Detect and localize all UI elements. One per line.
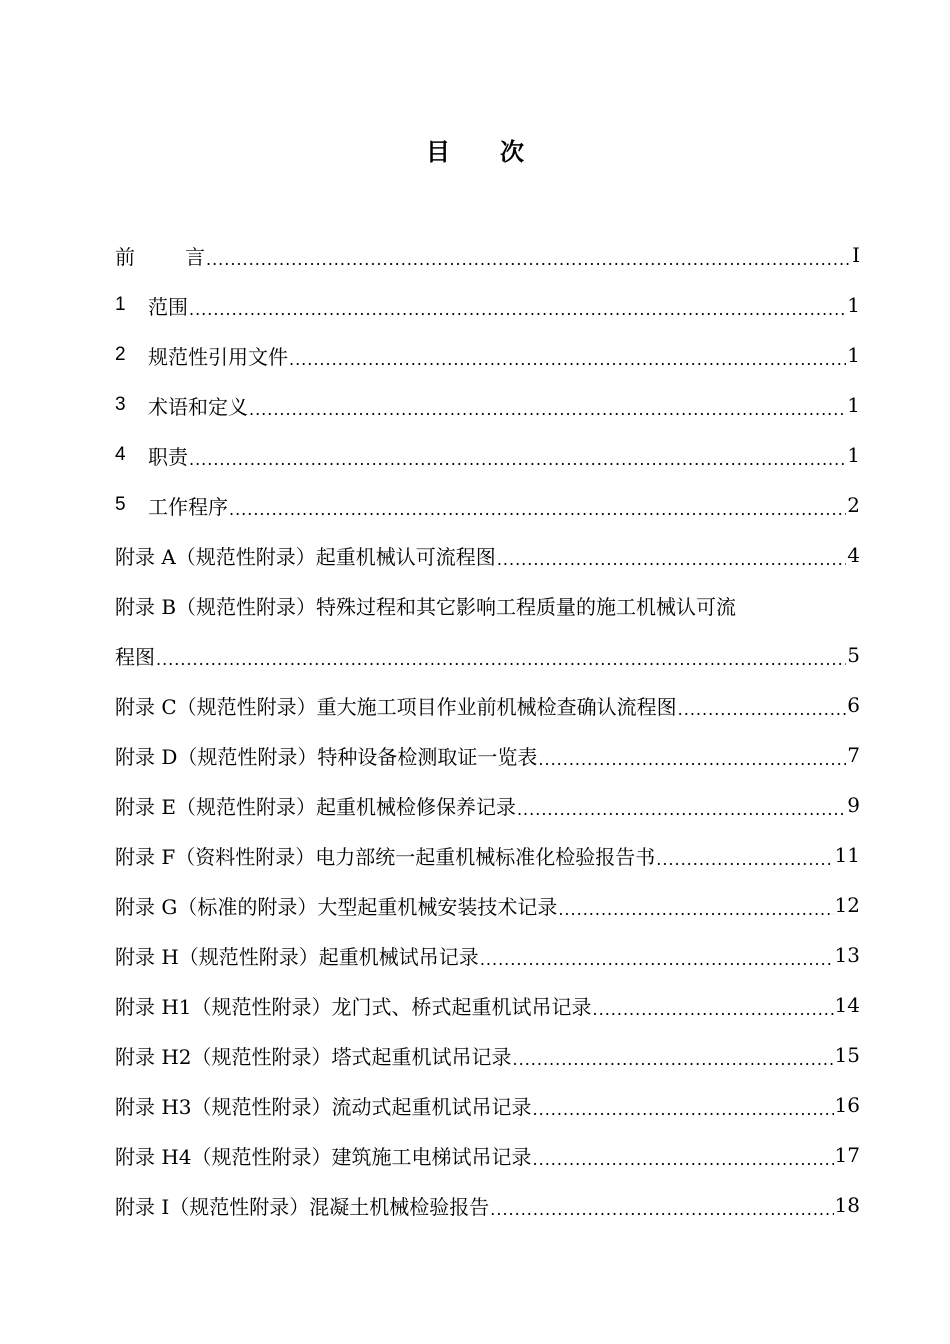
toc-entry-label: 范围: [148, 294, 188, 319]
toc-entry-appendix-b-continued[interactable]: [115, 630, 860, 680]
toc-entry-appendix-g[interactable]: [115, 880, 860, 930]
toc-entry-page: 2: [847, 493, 860, 517]
toc-entry-label: 附录 F（资料性附录）电力部统一起重机械标准化检验报告书: [115, 844, 656, 869]
toc-entry-number: 5: [115, 494, 126, 515]
toc-entry-label: 附录 E（规范性附录）起重机械检修保养记录: [115, 794, 516, 819]
toc-entry-label: 附录 G（标准的附录）大型起重机械安装技术记录: [115, 894, 558, 919]
toc-entry-page: 4: [847, 543, 860, 567]
toc-entry-appendix-d[interactable]: [115, 730, 860, 780]
toc-title-left: 目: [426, 138, 450, 166]
toc-leader-dots: [289, 350, 846, 369]
toc-entry-appendix-h3[interactable]: [115, 1080, 860, 1130]
toc-entry-label: 术语和定义: [148, 394, 248, 419]
toc-leader-dots: [189, 300, 846, 319]
toc-leader-dots: [558, 900, 833, 919]
toc-entry-page: 5: [847, 643, 860, 667]
toc-entry-normative-references[interactable]: [115, 330, 860, 380]
toc-entry-page: 15: [834, 1043, 860, 1067]
toc-leader-dots: [593, 1000, 834, 1019]
toc-entry-appendix-h4[interactable]: [115, 1130, 860, 1180]
toc-leader-dots: [656, 850, 833, 869]
toc-leader-dots: [533, 1100, 834, 1119]
toc-entry-number: 4: [115, 444, 126, 465]
toc-leader-dots: [156, 650, 846, 669]
toc-entry-appendix-e[interactable]: [115, 780, 860, 830]
toc-entry-appendix-b[interactable]: [115, 580, 860, 630]
toc-leader-dots: [229, 500, 846, 519]
toc-entry-label: 职责: [148, 444, 188, 469]
toc-leader-dots: [678, 700, 847, 719]
toc-entry-appendix-h[interactable]: [115, 930, 860, 980]
toc-entry-page: 1: [847, 443, 860, 467]
toc-entry-page: 9: [847, 793, 860, 817]
toc-entry-page: 18: [834, 1193, 860, 1217]
toc-entry-appendix-c[interactable]: [115, 680, 860, 730]
toc-entry-number: 2: [115, 344, 126, 365]
toc-leader-dots: [490, 1200, 833, 1219]
toc-entry-page: 1: [847, 293, 860, 317]
toc-entry-label: 附录 H2（规范性附录）塔式起重机试吊记录: [115, 1044, 512, 1069]
toc-entry-terms[interactable]: [115, 380, 860, 430]
toc-entry-label: 规范性引用文件: [148, 344, 288, 369]
toc-entry-page: 7: [847, 743, 860, 767]
toc-entry-page: 12: [834, 893, 860, 917]
toc-entry-appendix-h1[interactable]: [115, 980, 860, 1030]
toc-entry-label: 附录 H（规范性附录）起重机械试吊记录: [115, 944, 479, 969]
toc-entry-label: 程图: [115, 644, 155, 669]
toc-entry-page: 1: [847, 393, 860, 417]
toc-leader-dots: [206, 250, 851, 269]
toc-entry-appendix-i[interactable]: [115, 1180, 860, 1230]
toc-entry-label: 附录 H4（规范性附录）建筑施工电梯试吊记录: [115, 1144, 532, 1169]
toc-entry-page: 6: [847, 693, 860, 717]
toc-entry-appendix-h2[interactable]: [115, 1030, 860, 1080]
toc-entry-page: 1: [847, 343, 860, 367]
toc-entry-page: 17: [834, 1143, 860, 1167]
toc-leader-dots: [538, 750, 846, 769]
toc-entry-label: 前 言: [115, 244, 205, 269]
toc-entry-scope[interactable]: [115, 280, 860, 330]
toc-title-right: 次: [500, 138, 524, 166]
toc-entry-preface[interactable]: [115, 230, 860, 280]
toc-leader-dots: [517, 800, 846, 819]
toc-entry-label: 附录 C（规范性附录）重大施工项目作业前机械检查确认流程图: [115, 694, 677, 719]
toc-title: [0, 132, 950, 167]
toc-list: [115, 230, 860, 1230]
toc-leader-dots: [189, 450, 846, 469]
toc-entry-page: 14: [834, 993, 860, 1017]
toc-entry-page: 13: [834, 943, 860, 967]
toc-leader-dots: [480, 950, 834, 969]
toc-entry-page: 11: [834, 843, 860, 867]
toc-entry-label: 附录 I（规范性附录）混凝土机械检验报告: [115, 1194, 490, 1219]
toc-entry-page: 16: [834, 1093, 860, 1117]
toc-leader-dots: [533, 1150, 834, 1169]
toc-leader-dots: [249, 400, 846, 419]
toc-entry-label: 附录 H1（规范性附录）龙门式、桥式起重机试吊记录: [115, 994, 592, 1019]
toc-entry-procedure[interactable]: [115, 480, 860, 530]
toc-entry-page: I: [852, 243, 860, 267]
toc-entry-number: 3: [115, 394, 126, 415]
toc-entry-responsibilities[interactable]: [115, 430, 860, 480]
toc-entry-number: 1: [115, 294, 126, 315]
toc-leader-dots: [513, 1050, 834, 1069]
toc-entry-appendix-a[interactable]: [115, 530, 860, 580]
toc-entry-label: 附录 H3（规范性附录）流动式起重机试吊记录: [115, 1094, 532, 1119]
toc-entry-appendix-f[interactable]: [115, 830, 860, 880]
toc-entry-label: 附录 B（规范性附录）特殊过程和其它影响工程质量的施工机械认可流: [115, 594, 737, 619]
toc-entry-label: 工作程序: [148, 494, 228, 519]
toc-leader-dots: [497, 550, 846, 569]
toc-entry-label: 附录 A（规范性附录）起重机械认可流程图: [115, 544, 496, 569]
toc-entry-label: 附录 D（规范性附录）特种设备检测取证一览表: [115, 744, 538, 769]
